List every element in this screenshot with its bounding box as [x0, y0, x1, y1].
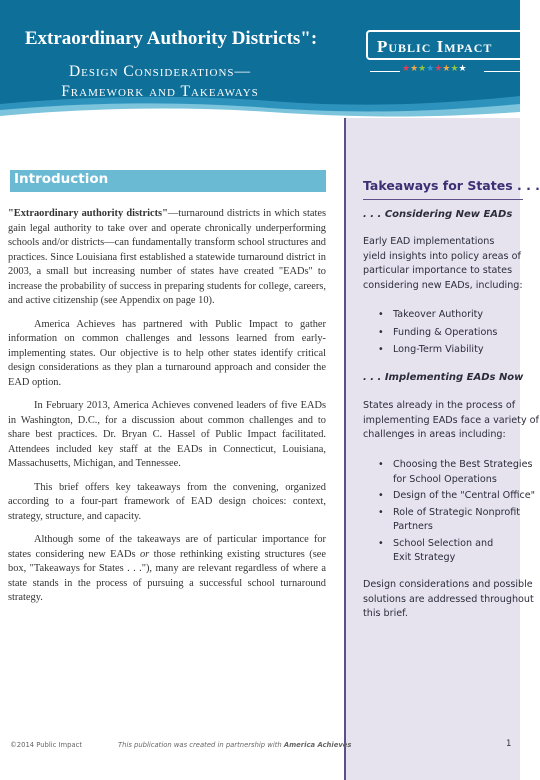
sidebar-title-rule: [363, 199, 523, 200]
sidebar-list-item: [378, 489, 536, 504]
logo-figure-icon: ★: [426, 64, 435, 74]
sidebar-list-item-line: • Role of Strategic Nonprofit: [393, 506, 521, 518]
sidebar-list-item: • Funding & Operations: [378, 326, 528, 341]
paragraph-5-text-b: those rethinking existing structures (see box, "Takeaways for States . . ."), many are relevant regardless of where a state stands in the process of pursuing a successful school turnaround strategy.: [8, 548, 326, 603]
sidebar-section-2-text-line: challenges in areas including:: [363, 429, 506, 440]
sidebar-list-item-line: • Choosing the Best Strategies: [393, 459, 533, 470]
sidebar-list-item-line: for School Operations: [393, 473, 497, 485]
sidebar-section-2-text: [363, 399, 539, 443]
logo-people-figures-icon: [402, 64, 467, 74]
header-banner: [0, 0, 520, 130]
footer-partnership-note: [118, 741, 351, 749]
sidebar-section-2-text-line: States already in the process of: [363, 400, 516, 411]
logo-figure-icon: ★: [418, 64, 427, 74]
logo-rule-right: [484, 71, 534, 72]
sidebar-section-1-text-line: particular importance to states: [363, 265, 513, 276]
sidebar-section-1-text-line: considering new EADs, including:: [363, 279, 523, 291]
sidebar-section-2-list: [378, 458, 536, 566]
sidebar-list-item: [378, 458, 533, 487]
logo-rule-left: [370, 71, 400, 72]
introduction-heading: Introduction: [14, 171, 109, 187]
paragraph-3: In February 2013, America Achieves convened leaders of five EADs in Washington, D.C., for a discussion about common challenges and to share best practices. Dr. Bryan C. Hassel of Public Impact facilitated. Attendees included key staff at the EADs in Connecticut, Louisiana, Massachusetts, Michigan, and Tennessee.: [8, 400, 326, 469]
sidebar-section-1-text-line: Early EAD implementations: [363, 236, 495, 247]
page-number: 1: [506, 739, 512, 749]
document-title: Extraordinary Authority Districts":: [24, 28, 318, 49]
logo-figure-icon: ★: [402, 64, 411, 74]
sidebar-list-item: • Long-Term Viability: [378, 343, 528, 358]
sidebar-closing-text: [363, 578, 534, 622]
sidebar-title: Takeaways for States . . .: [363, 178, 540, 193]
sidebar-section-1-list: [378, 308, 528, 358]
sidebar-list-item-line: • School Selection and: [393, 537, 494, 549]
sidebar-section-1-text-line: yield insights into policy areas of: [363, 250, 521, 262]
logo-wordmark: Public Impact: [366, 30, 531, 60]
logo-figure-icon: ★: [434, 64, 443, 74]
sidebar-section-2-text-line: implementing EADs face a variety of: [363, 414, 539, 426]
document-subtitle: [0, 62, 320, 102]
sidebar-closing-text-line: Design considerations and possible: [363, 579, 533, 590]
subtitle-line-2: Framework and Takeaways: [61, 83, 259, 100]
sidebar-section-2-heading: . . . Implementing EADs Now: [363, 372, 524, 383]
body-text: [8, 207, 326, 615]
paragraph-4: This brief offers key takeaways from the convening, organized according to a four-part framework of EAD design choices: context, strategy, structure, and capacity.: [8, 481, 326, 522]
paragraph-5-text-a: Although some of the takeaways are of particular importance for states considering new EADs: [8, 534, 326, 560]
sidebar-list-item: [378, 506, 528, 535]
logo-figure-icon: ★: [442, 64, 451, 74]
sidebar-list-item: [378, 537, 528, 566]
sidebar-list-item-line: • Design of the "Central Office": [393, 490, 536, 501]
footer-partnership-text: This publication was created in partnership with: [118, 741, 284, 749]
takeaways-sidebar: [344, 118, 540, 780]
paragraph-1-term: "Extraordinary authority districts": [8, 208, 168, 219]
sidebar-list-item-line: Partners: [393, 521, 433, 532]
paragraph-1: [8, 207, 326, 309]
sidebar-section-1-heading: . . . Considering New EADs: [363, 209, 513, 220]
paragraph-5-or: or: [139, 548, 150, 560]
logo-figure-icon: ★: [458, 64, 467, 74]
paragraph-5: [8, 533, 326, 606]
sidebar-closing-text-line: solutions are addressed throughout: [363, 593, 534, 605]
public-impact-logo: [366, 30, 536, 80]
footer-partner-name: America Achieves: [283, 741, 352, 749]
subtitle-line-1: Design Considerations—: [68, 63, 252, 80]
sidebar-list-item-line: Exit Strategy: [393, 552, 456, 563]
footer-copyright: ©2014 Public Impact: [10, 741, 83, 749]
paragraph-1-text: —turnaround districts in which states gain legal authority to take over and operate chronically underperforming schools and/or districts—can fundamentally transform school structures and practices. Since Louisiana first established a statewide turnaround district in 2003, a small but increasing number of states have created "EADs" to increase the probability of success in preparing students for college, careers, and active citizenship (see Appendix on page 10).: [8, 208, 326, 306]
logo-figure-icon: ★: [450, 64, 459, 74]
sidebar-section-1-text: [363, 235, 528, 293]
logo-figure-icon: ★: [410, 64, 419, 74]
sidebar-list-item: • Takeover Authority: [378, 308, 528, 323]
introduction-heading-bar: [10, 170, 326, 192]
paragraph-2: America Achieves has partnered with Public Impact to gather information on common challenges and lessons learned from early-implementing states. Our objective is to help other states identify critical design considerations as they plan a turnaround approach and consider the EAD option.: [8, 318, 326, 388]
sidebar-closing-text-line: this brief.: [363, 608, 408, 619]
